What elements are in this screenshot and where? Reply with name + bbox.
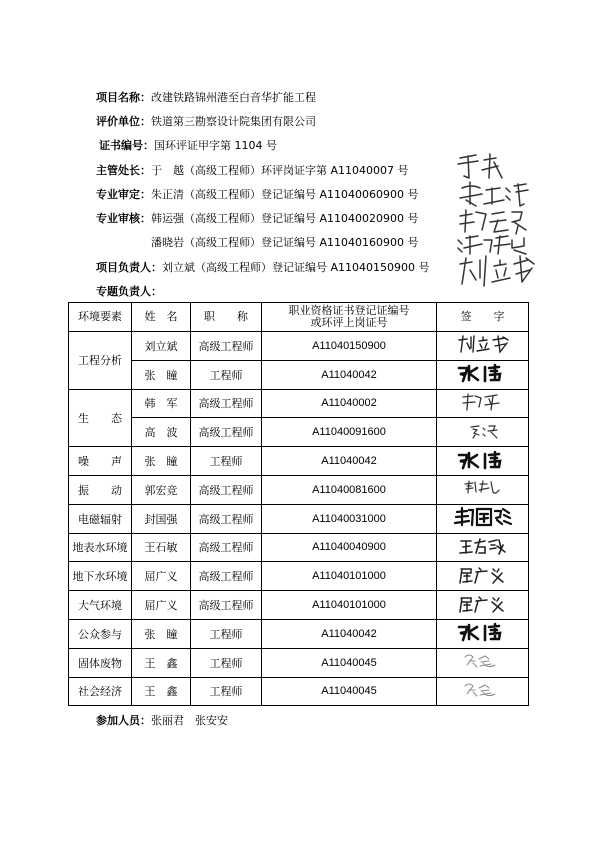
- cert-cell: A11040101000: [262, 591, 437, 620]
- signature-cell: [437, 360, 529, 389]
- signature-cell: [437, 562, 529, 591]
- element-cell: 工程分析: [69, 332, 132, 390]
- cert-cell: A11040045: [262, 677, 437, 706]
- cert-cell: A11040091600: [262, 418, 437, 447]
- check-value-2: 潘晓岩（高级工程师）登记证编号 A11040160900 号: [151, 236, 419, 249]
- table-row: [69, 360, 529, 389]
- check-line-2: [151, 236, 419, 250]
- signature-cell: [437, 533, 529, 562]
- title-cell: 高级工程师: [191, 418, 262, 447]
- signature-qu-image: [455, 565, 511, 585]
- signature-cell: [437, 504, 529, 533]
- signature-cell: [437, 389, 529, 418]
- review-line: [96, 188, 419, 202]
- leader-value: 刘立斌（高级工程师）登记证编号 A11040150900 号: [162, 261, 430, 274]
- title-cell: 工程师: [191, 677, 262, 706]
- title-cell: 高级工程师: [191, 504, 262, 533]
- signature-han-image: [455, 392, 511, 412]
- signature-liu-image: [455, 334, 511, 354]
- element-cell: 公众参与: [69, 619, 132, 648]
- title-cell: 高级工程师: [191, 562, 262, 591]
- participants-value: 张丽君 张安安: [151, 714, 228, 727]
- element-cell: 固体废物: [69, 648, 132, 677]
- signature-cell: [437, 591, 529, 620]
- name-cell: 韩 军: [132, 389, 191, 418]
- signature-cell: [437, 648, 529, 677]
- header-name: 姓 名: [132, 303, 191, 332]
- signature-cell: [437, 447, 529, 476]
- cert-cell: A11040031000: [262, 504, 437, 533]
- cert-cell: A11040042: [262, 447, 437, 476]
- topic-leader-label: 专题负责人：: [96, 285, 162, 298]
- table-row: [69, 332, 529, 361]
- title-cell: 高级工程师: [191, 389, 262, 418]
- name-cell: 张 瞳: [132, 360, 191, 389]
- name-cell: 屈广义: [132, 562, 191, 591]
- signature-cell: [437, 619, 529, 648]
- participants-line: [96, 714, 228, 728]
- element-cell: 大气环境: [69, 591, 132, 620]
- header-sign: 签 字: [437, 303, 529, 332]
- signature-zhang-image: [455, 450, 511, 470]
- table-row: [69, 447, 529, 476]
- table-row: [69, 677, 529, 706]
- table-row: [69, 418, 529, 447]
- header-title: 职 称: [191, 303, 262, 332]
- name-cell: 王 鑫: [132, 648, 191, 677]
- staff-table: [68, 302, 529, 706]
- cert-cell: A11040101000: [262, 562, 437, 591]
- title-cell: 高级工程师: [191, 475, 262, 504]
- project-name-value: 改建铁路锦州港至白音华扩能工程: [151, 91, 316, 104]
- director-label: 主管处长：: [96, 164, 151, 177]
- project-name-line: [96, 91, 316, 105]
- cert-cell: A11040040900: [262, 533, 437, 562]
- header-element: 环境要素: [69, 303, 132, 332]
- evaluation-unit-line: [96, 115, 316, 129]
- element-cell: 社会经济: [69, 677, 132, 706]
- header-cert-line2: 或环评上岗证号: [310, 316, 388, 329]
- evaluation-unit-label: 评价单位：: [96, 115, 151, 128]
- name-cell: 刘立斌: [132, 332, 191, 361]
- certificate-value: 国环评证甲字第 1104 号: [154, 139, 277, 152]
- cert-cell: A11040150900: [262, 332, 437, 361]
- signature-qu-image: [455, 594, 511, 614]
- name-cell: 王石敏: [132, 533, 191, 562]
- review-label: 专业审定：: [96, 188, 151, 201]
- topic-leader-line: [96, 285, 162, 299]
- signature-cell: [437, 418, 529, 447]
- name-cell: 张 瞳: [132, 619, 191, 648]
- cert-cell: A11040002: [262, 389, 437, 418]
- element-cell: 电磁辐射: [69, 504, 132, 533]
- check-value-1: 韩运强（高级工程师）登记证编号 A11040020900 号: [151, 212, 419, 225]
- review-value: 朱正清（高级工程师）登记证编号 A11040060900 号: [151, 188, 419, 201]
- name-cell: 封国强: [132, 504, 191, 533]
- title-cell: 高级工程师: [191, 332, 262, 361]
- name-cell: 张 瞳: [132, 447, 191, 476]
- signature-zhang-image: [455, 622, 511, 642]
- table-row: [69, 648, 529, 677]
- element-cell: 地下水环境: [69, 562, 132, 591]
- signature-cell: [437, 332, 529, 361]
- signature-cell: [437, 475, 529, 504]
- table-row: [69, 504, 529, 533]
- table-row: [69, 533, 529, 562]
- title-cell: 工程师: [191, 648, 262, 677]
- element-cell: 地表水环境: [69, 533, 132, 562]
- signature-feng-image: [453, 506, 513, 528]
- table-row: [69, 389, 529, 418]
- participants-label: 参加人员：: [96, 714, 151, 727]
- element-cell: 噪 声: [69, 447, 132, 476]
- table-row: [69, 591, 529, 620]
- table-header-row: [69, 303, 529, 332]
- signature-guo-image: [455, 478, 511, 498]
- cert-cell: A11040042: [262, 619, 437, 648]
- table-row: [69, 475, 529, 504]
- element-cell: 生 态: [69, 389, 132, 447]
- signature-zhang-image: [455, 363, 511, 383]
- name-cell: 王 鑫: [132, 677, 191, 706]
- name-cell: 屈广义: [132, 591, 191, 620]
- director-value: 于 越（高级工程师）环评岗证字第 A11040007 号: [151, 164, 409, 177]
- title-cell: 工程师: [191, 447, 262, 476]
- title-cell: 高级工程师: [191, 533, 262, 562]
- certificate-label: 证书编号：: [99, 139, 154, 152]
- signature-wangxin-image: [455, 680, 511, 700]
- element-cell: 振 动: [69, 475, 132, 504]
- title-cell: 工程师: [191, 619, 262, 648]
- signature-wang-image: [455, 536, 511, 556]
- name-cell: 郭宏竞: [132, 475, 191, 504]
- title-cell: 工程师: [191, 360, 262, 389]
- cert-cell: A11040081600: [262, 475, 437, 504]
- signature-gao-image: [455, 421, 511, 441]
- leader-line: [96, 261, 430, 275]
- header-cert-line1: 职业资格证书登记证编号: [288, 304, 410, 317]
- check-label: 专业审核：: [96, 212, 151, 225]
- director-line: [96, 164, 409, 178]
- project-name-label: 项目名称：: [96, 91, 151, 104]
- cert-cell: A11040042: [262, 360, 437, 389]
- check-line: [96, 212, 419, 226]
- evaluation-unit-value: 铁道第三勘察设计院集团有限公司: [151, 115, 316, 128]
- leader-label: 项目负责人：: [96, 261, 162, 274]
- table-row: [69, 562, 529, 591]
- handwritten-signatures: [452, 148, 538, 293]
- signature-wangxin-image: [455, 651, 511, 671]
- signature-cell: [437, 677, 529, 706]
- header-cert: [262, 303, 437, 332]
- name-cell: 高 波: [132, 418, 191, 447]
- certificate-line: [99, 139, 277, 153]
- title-cell: 高级工程师: [191, 591, 262, 620]
- cert-cell: A11040045: [262, 648, 437, 677]
- table-row: [69, 619, 529, 648]
